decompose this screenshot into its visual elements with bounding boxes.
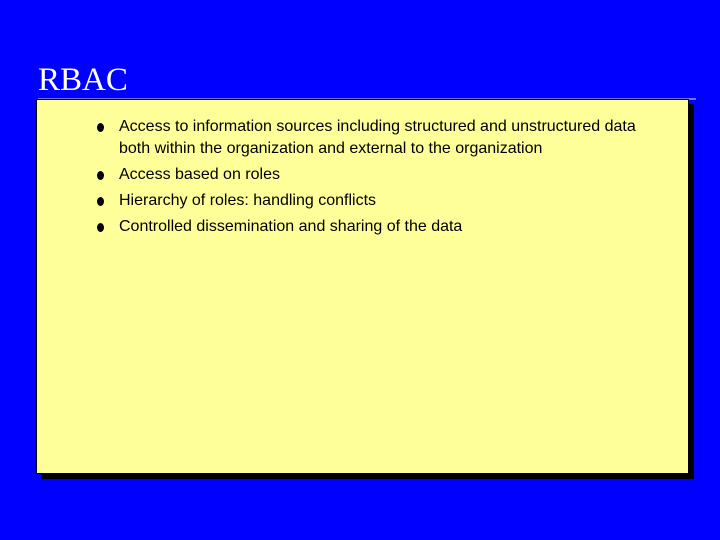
- bullet-item: [79, 190, 639, 212]
- bullet-text: Access to information sources including structured and unstructured data both within the organization and external to the organization: [119, 118, 636, 157]
- bullet-item: [79, 116, 639, 160]
- bullet-dot-icon: [97, 123, 104, 132]
- bullet-list: [79, 116, 639, 242]
- content-box: [36, 99, 689, 474]
- bullet-item: [79, 216, 639, 238]
- bullet-text: Controlled dissemination and sharing of the data: [119, 218, 463, 235]
- bullet-dot-icon: [97, 197, 104, 206]
- bullet-dot-icon: [97, 223, 104, 232]
- slide-title: RBAC: [38, 62, 128, 98]
- bullet-text: Hierarchy of roles: handling conflicts: [119, 192, 377, 209]
- bullet-dot-icon: [97, 171, 104, 180]
- bullet-text: Access based on roles: [119, 166, 280, 183]
- bullet-item: [79, 164, 639, 186]
